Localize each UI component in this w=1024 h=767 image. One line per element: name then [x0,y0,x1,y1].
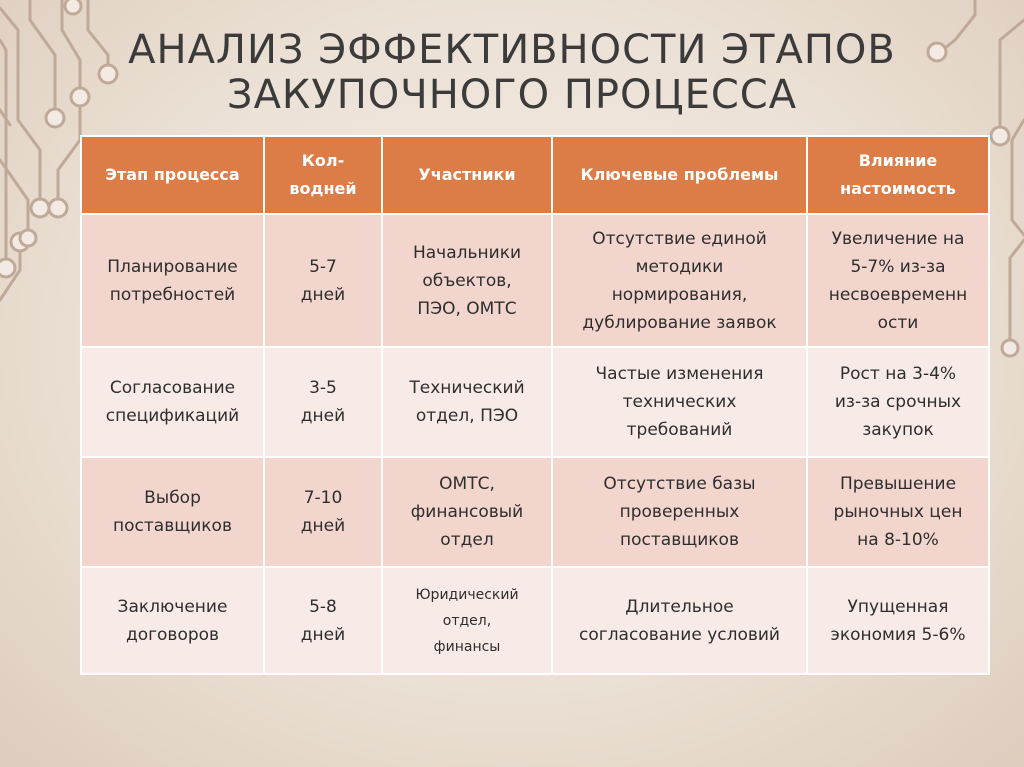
days-cell: 5-7 дней [264,214,382,347]
table-header-row [81,136,989,214]
impact-cell: Увеличение на 5-7% из-за несвоевременн ости [807,214,989,347]
page-title [100,28,924,118]
header-participants: Участники [382,136,552,214]
days-cell: 7-10 дней [264,457,382,567]
header-days: Кол-водней [264,136,382,214]
table-row [81,214,989,347]
stage-cell: Планирование потребностей [81,214,264,347]
problems-cell: Отсутствие базы проверенных поставщиков [552,457,807,567]
header-impact: Влияние настоимость [807,136,989,214]
page-title-line-1: АНАЛИЗ ЭФФЕКТИВНОСТИ ЭТАПОВ [128,27,896,73]
participants-cell: Юридический отдел, финансы [382,567,552,674]
header-stage: Этап процесса [81,136,264,214]
impact-cell: Упущенная экономия 5-6% [807,567,989,674]
procurement-stages-table [80,135,990,675]
stage-cell: Выбор поставщиков [81,457,264,567]
days-cell: 3-5 дней [264,347,382,457]
participants-cell: Начальники объектов, ПЭО, ОМТС [382,214,552,347]
participants-cell: ОМТС, финансовый отдел [382,457,552,567]
header-problems: Ключевые проблемы [552,136,807,214]
table-row [81,347,989,457]
participants-cell: Технический отдел, ПЭО [382,347,552,457]
stage-cell: Согласование спецификаций [81,347,264,457]
stage-cell: Заключение договоров [81,567,264,674]
impact-cell: Рост на 3-4% из-за срочных закупок [807,347,989,457]
days-cell: 5-8 дней [264,567,382,674]
table-row [81,567,989,674]
table-row [81,457,989,567]
problems-cell: Отсутствие единой методики нормирования, дублирование заявок [552,214,807,347]
problems-cell: Частые изменения технических требований [552,347,807,457]
page-title-line-2: ЗАКУПОЧНОГО ПРОЦЕССА [226,72,798,118]
impact-cell: Превышение рыночных цен на 8-10% [807,457,989,567]
problems-cell: Длительное согласование условий [552,567,807,674]
